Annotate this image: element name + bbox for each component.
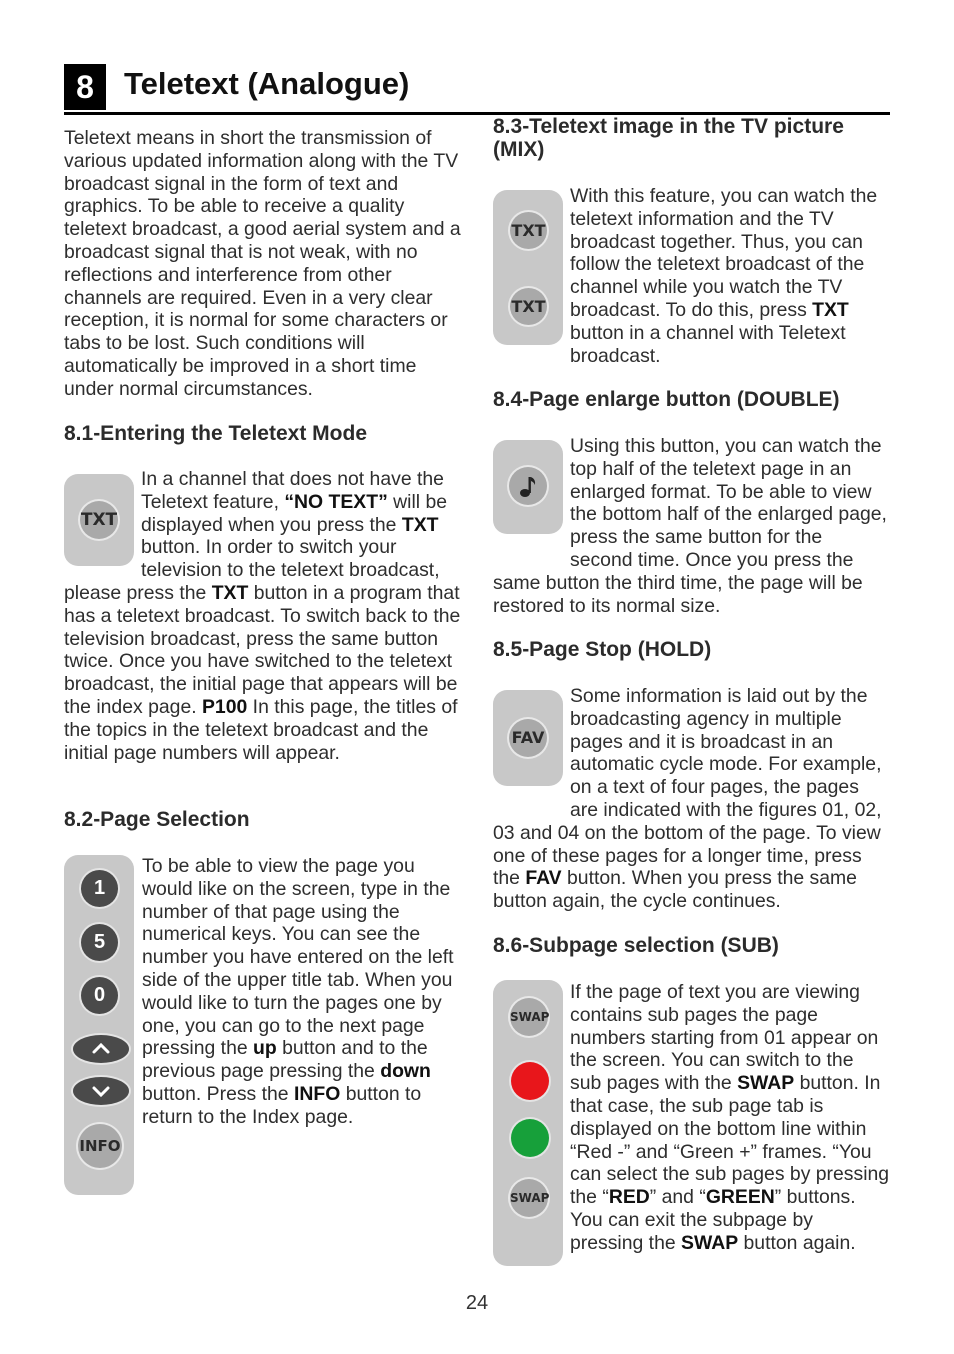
number-0-button: 0 — [81, 977, 118, 1014]
section-8-2-title: 8.2-Page Selection — [64, 808, 250, 831]
section-8-4-title: 8.4-Page enlarge button (DOUBLE) — [493, 388, 840, 411]
info-button: INFO — [78, 1124, 122, 1168]
section-8-1-text: In a channel that does not have the Teletext feature, “NO TEXT” will be displayed when you press the TXT button. In order to switch your television to the teletext broadcast, please press the TXT button in a program that has a teletext broadcast. To switch back to the television broadcast, press the same button twice. Once you have switched to the teletext broadcast, the initial page that appears will be the index page. P100 In this page, the titles of the topics in the teletext broadcast and the initial page numbers will appear. — [64, 468, 461, 764]
chevron-up-icon — [73, 1035, 129, 1063]
section-8-3-title: 8.3-Teletext image in the TV picture (MIX) — [493, 115, 844, 161]
intro-paragraph: Teletext means in short the transmission of various updated information along with the TV broadcast signal in the form of text and graphics. To be able to receive a quality teletext broadcast, a good aerial system and a broadcast signal that is not weak, with no reflections and interference from other channels are required. Even in a very clear reception, it is normal for some characters or tabs to be lost. Such conditions will automatically be improved in a short time under normal circumstances. — [64, 127, 461, 400]
txt-button: TXT — [80, 501, 118, 539]
remote-mix-illustration — [493, 190, 563, 345]
section-8-5-title: 8.5-Page Stop (HOLD) — [493, 638, 712, 661]
section-8-6-text: If the page of text you are viewing contains sub pages the page numbers starting from 01 appear on the screen. You can switch to the sub pages with the SWAP button. In that case, the sub page tab is displayed on the bottom line within “Red -” and “Green +” frames. “You can select the sub pages by pressing the “RED” and “GREEN” buttons. You can exit the subpage by pressing the SWAP button again. — [570, 981, 890, 1254]
section-8-4-text: Using this button, you can watch the top half of the teletext page in an enlarged format. To be able to view the bottom half of the enlarged page, press the same button for the second time. Once you press the same button the third time, the page will be restored to its normal size. — [493, 435, 887, 617]
chapter-header — [64, 62, 890, 115]
down-button — [73, 1077, 129, 1105]
swap-button-bottom: SWAP — [510, 1179, 548, 1217]
txt-button-top: TXT — [510, 212, 547, 249]
section-8-2-text: To be able to view the page you would like on the screen, type in the number of that page using the numerical keys. You can see the number you have entered on the left side of the upper title tab. When you would like to turn the pages one by one, you can go to the next page pressing the up button and to the previous page pressing the down button. Press the INFO button to return to the Index page. — [142, 855, 454, 1128]
number-5-button: 5 — [81, 924, 118, 961]
chevron-down-icon — [73, 1077, 129, 1105]
number-1-button: 1 — [81, 870, 118, 907]
page-number: 24 — [465, 1292, 489, 1314]
swap-button-top: SWAP — [510, 998, 548, 1036]
chapter-title: Teletext (Analogue) — [124, 66, 410, 101]
section-8-1-title: 8.1-Entering the Teletext Mode — [64, 422, 367, 445]
up-button — [73, 1035, 129, 1063]
section-8-6-title: 8.6-Subpage selection (SUB) — [493, 934, 779, 957]
remote-numeric-illustration — [64, 855, 134, 1195]
section-8-3-text: With this feature, you can watch the teletext information and the TV broadcast together. Thus, you can follow the teletext broadcast of the channel while you watch the TV broadcast. To do this, press TXT button in a channel with Teletext broadcast. — [570, 185, 878, 367]
chapter-number: 8 — [64, 64, 106, 110]
section-8-5-text: Some information is laid out by the broadcasting agency in multiple pages and it is broadcast in an automatic cycle mode. For example, on a text of four pages, the pages are indicated with the figures 01, 02, 03 and 04 on the bottom of the page. To view one of these pages for a longer time, press the FAV button. When you press the same button again, the cycle continues. — [493, 685, 882, 913]
txt-button-bottom: TXT — [510, 288, 547, 325]
fav-button: FAV — [509, 719, 547, 757]
